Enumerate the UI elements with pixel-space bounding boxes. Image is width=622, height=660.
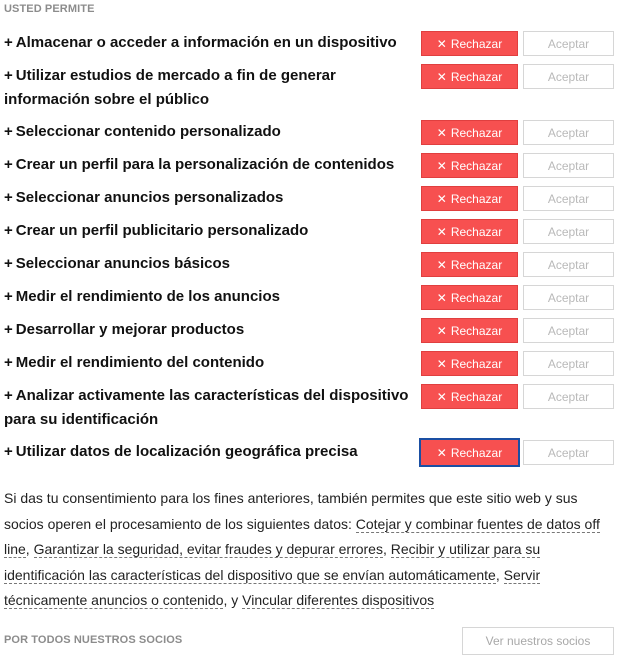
purpose-text: Medir el rendimiento de los anuncios xyxy=(15,288,280,305)
reject-button[interactable] xyxy=(421,318,518,343)
purpose-label[interactable] xyxy=(4,285,409,309)
reject-button[interactable] xyxy=(421,153,518,178)
close-icon: ✕ xyxy=(436,158,447,173)
accept-button[interactable]: Aceptar xyxy=(523,252,614,277)
accept-button[interactable]: Aceptar xyxy=(523,440,614,465)
plus-icon: + xyxy=(4,387,13,404)
purpose-text: Analizar activamente las características del dispositivo xyxy=(15,387,409,404)
consent-text xyxy=(4,486,616,614)
purpose-text: Medir el rendimiento del contenido xyxy=(15,354,265,371)
reject-button[interactable] xyxy=(421,186,518,211)
accept-button[interactable]: Aceptar xyxy=(523,351,614,376)
accept-button[interactable]: Aceptar xyxy=(523,384,614,409)
purpose-label[interactable] xyxy=(4,64,409,112)
purpose-text: Crear un perfil para la personalización de contenidos xyxy=(15,156,395,173)
reject-button[interactable] xyxy=(421,64,518,89)
plus-icon: + xyxy=(4,34,13,51)
consent-sep: , xyxy=(382,541,391,557)
accept-button[interactable]: Aceptar xyxy=(523,120,614,145)
purpose-label[interactable] xyxy=(4,252,409,276)
purpose-text: Seleccionar anuncios básicos xyxy=(15,255,231,272)
purpose-text: Almacenar o acceder a información en un dispositivo xyxy=(15,34,397,51)
purpose-text: Seleccionar contenido personalizado xyxy=(15,123,281,140)
close-icon: ✕ xyxy=(436,69,447,84)
purpose-label[interactable] xyxy=(4,153,409,177)
reject-label: Rechazar xyxy=(450,445,503,460)
plus-icon: + xyxy=(4,288,13,305)
plus-icon: + xyxy=(4,189,13,206)
link-cotejar-combinar[interactable]: Cotejar y combinar fuentes de datos off line xyxy=(4,515,600,557)
accept-button[interactable]: Aceptar xyxy=(523,219,614,244)
reject-button[interactable] xyxy=(421,31,518,56)
purpose-text: Utilizar estudios de mercado a fin de generar xyxy=(15,67,336,84)
plus-icon: + xyxy=(4,354,13,371)
reject-label: Rechazar xyxy=(450,158,503,173)
reject-button[interactable] xyxy=(421,120,518,145)
plus-icon: + xyxy=(4,67,13,84)
purpose-label[interactable] xyxy=(4,318,409,342)
reject-label: Rechazar xyxy=(450,69,503,84)
accept-button[interactable]: Aceptar xyxy=(523,153,614,178)
plus-icon: + xyxy=(4,156,13,173)
purpose-label[interactable] xyxy=(4,440,409,464)
reject-button[interactable] xyxy=(421,285,518,310)
consent-sep: , xyxy=(25,541,34,557)
link-recibir-utilizar[interactable]: Recibir y utilizar para su identificación las características del dispositivo que se envían automáticamente xyxy=(4,541,541,583)
close-icon: ✕ xyxy=(436,257,447,272)
close-icon: ✕ xyxy=(436,125,447,140)
close-icon: ✕ xyxy=(436,356,447,371)
purpose-text-continued: información sobre el público xyxy=(4,91,210,108)
purpose-text: Desarrollar y mejorar productos xyxy=(15,321,245,338)
reject-label: Rechazar xyxy=(450,125,503,140)
purpose-text: Crear un perfil publicitario personalizado xyxy=(15,222,309,239)
plus-icon: + xyxy=(4,321,13,338)
consent-sep: , y xyxy=(223,592,243,608)
purpose-label[interactable] xyxy=(4,120,409,144)
link-vincular-dispositivos[interactable]: Vincular diferentes dispositivos xyxy=(242,592,435,608)
reject-button[interactable] xyxy=(421,384,518,409)
accept-button[interactable]: Aceptar xyxy=(523,318,614,343)
consent-intro: Si das tu consentimiento para los fines anteriores, también permites que este sitio web y sus socios operen el procesamiento de los siguientes datos: xyxy=(4,490,578,532)
link-servir-anuncios[interactable]: Servir técnicamente anuncios o contenido xyxy=(4,566,541,608)
reject-label: Rechazar xyxy=(450,191,503,206)
section-title-usted-permite: USTED PERMITE xyxy=(4,3,95,15)
close-icon: ✕ xyxy=(436,389,447,404)
purpose-label[interactable] xyxy=(4,384,409,432)
accept-button[interactable]: Aceptar xyxy=(523,186,614,211)
close-icon: ✕ xyxy=(436,290,447,305)
plus-icon: + xyxy=(4,443,13,460)
reject-button[interactable] xyxy=(421,219,518,244)
reject-label: Rechazar xyxy=(450,224,503,239)
purpose-label[interactable] xyxy=(4,186,409,210)
reject-label: Rechazar xyxy=(450,36,503,51)
link-garantizar-seguridad[interactable]: Garantizar la seguridad, evitar fraudes y depurar errores xyxy=(33,541,383,557)
accept-button[interactable]: Aceptar xyxy=(523,64,614,89)
accept-button[interactable]: Aceptar xyxy=(523,285,614,310)
reject-label: Rechazar xyxy=(450,290,503,305)
reject-label: Rechazar xyxy=(450,389,503,404)
close-icon: ✕ xyxy=(436,36,447,51)
view-partners-button[interactable]: Ver nuestros socios xyxy=(462,627,614,655)
plus-icon: + xyxy=(4,255,13,272)
purpose-label[interactable] xyxy=(4,31,409,55)
close-icon: ✕ xyxy=(436,445,447,460)
purpose-label[interactable] xyxy=(4,219,409,243)
section-title-socios: POR TODOS NUESTROS SOCIOS xyxy=(4,634,183,646)
close-icon: ✕ xyxy=(436,224,447,239)
consent-sep: , xyxy=(495,566,504,583)
reject-button[interactable] xyxy=(419,438,520,467)
reject-label: Rechazar xyxy=(450,323,503,338)
reject-button[interactable] xyxy=(421,252,518,277)
reject-label: Rechazar xyxy=(450,356,503,371)
plus-icon: + xyxy=(4,222,13,239)
close-icon: ✕ xyxy=(436,323,447,338)
purpose-text: Utilizar datos de localización geográfica precisa xyxy=(15,443,358,460)
accept-button[interactable]: Aceptar xyxy=(523,31,614,56)
purpose-text-continued: para su identificación xyxy=(4,411,159,428)
purpose-label[interactable] xyxy=(4,351,409,375)
reject-label: Rechazar xyxy=(450,257,503,272)
purpose-text: Seleccionar anuncios personalizados xyxy=(15,189,284,206)
plus-icon: + xyxy=(4,123,13,140)
close-icon: ✕ xyxy=(436,191,447,206)
reject-button[interactable] xyxy=(421,351,518,376)
